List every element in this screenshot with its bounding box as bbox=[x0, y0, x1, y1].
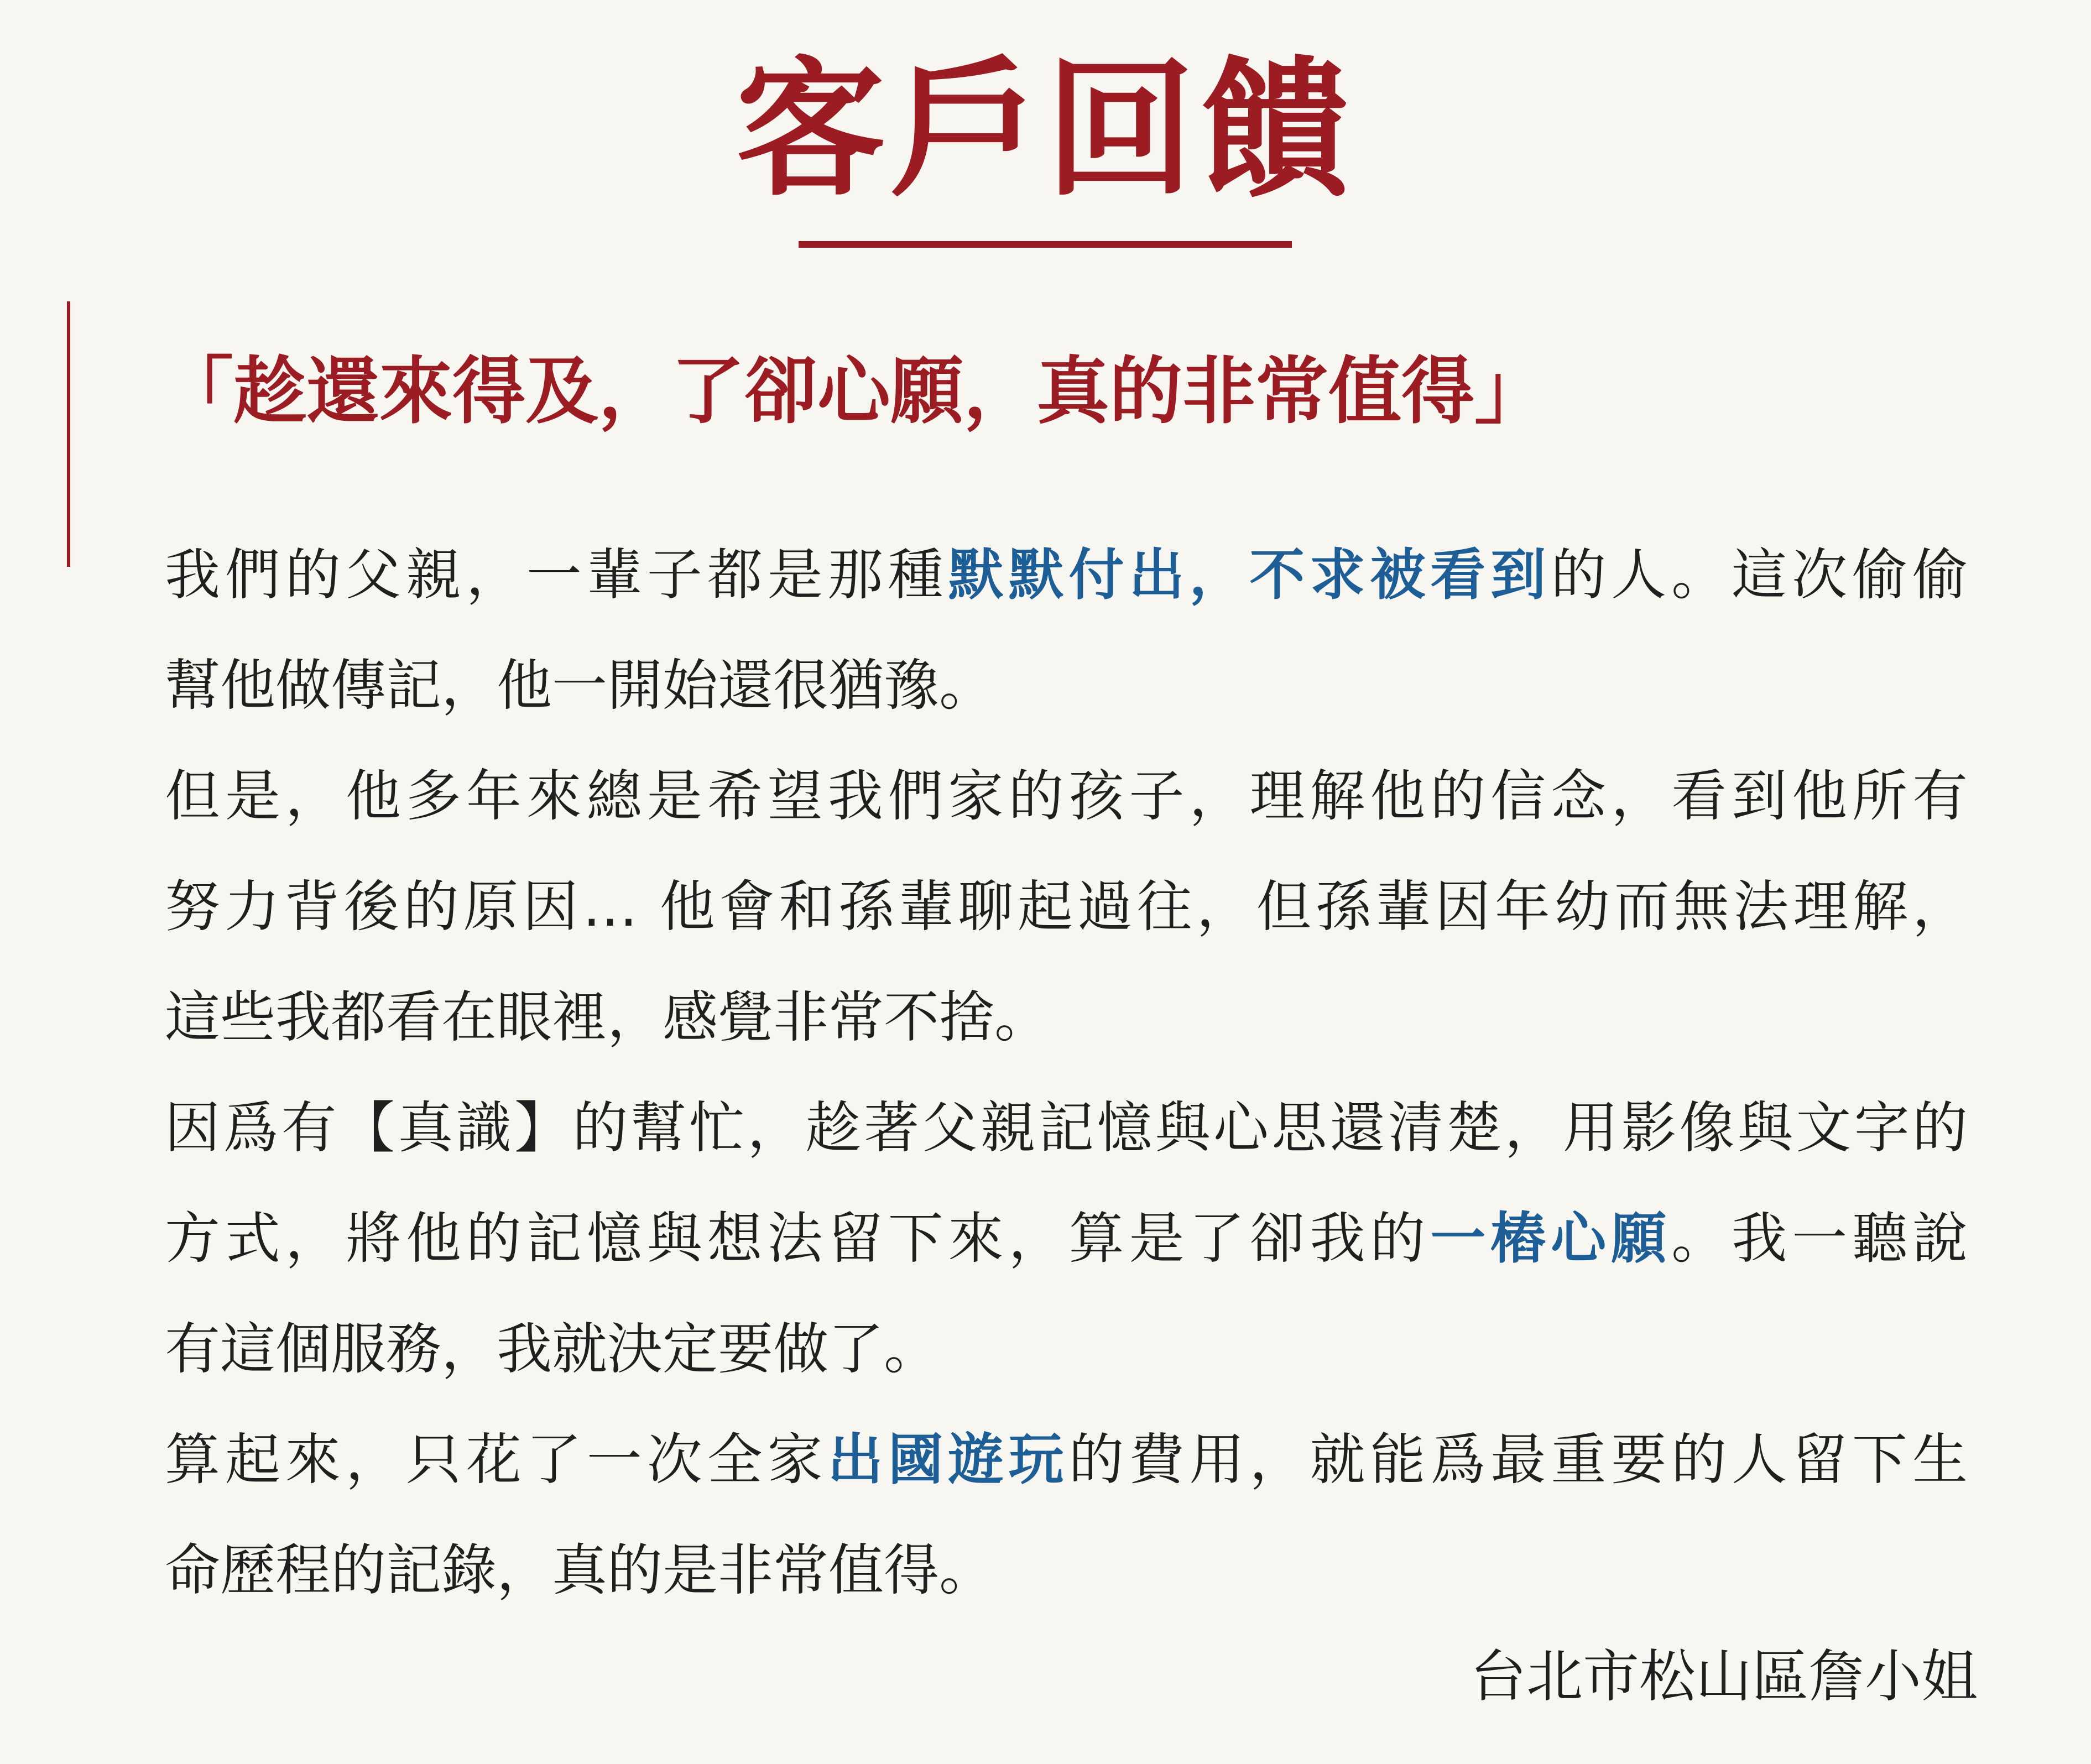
quote-accent-bar bbox=[67, 301, 70, 567]
body-line: 但是，他多年來總是希望我們家的孩子，理解他的信念，看到他所有 bbox=[165, 764, 1968, 828]
highlight-text: 默默付出，不求被看到 bbox=[948, 542, 1551, 607]
testimonial-body bbox=[165, 520, 1968, 1626]
title-divider bbox=[799, 241, 1292, 248]
body-line: 我們的父親，一輩子都是那種默默付出，不求被看到的人。這次偷偷 bbox=[165, 542, 1968, 607]
headline-quote: 「趁還來得及，了卻心願，真的非常值得」 bbox=[160, 349, 1547, 434]
signature: 台北市松山區詹小姐 bbox=[1470, 1644, 1978, 1710]
body-line: 幫他做傳記，他一開始還很猶豫。 bbox=[165, 653, 994, 718]
highlight-text: 出國遊玩 bbox=[827, 1427, 1069, 1492]
body-line: 方式，將他的記憶與想法留下來，算是了卻我的一樁心願。我一聽說 bbox=[165, 1206, 1968, 1271]
body-line: 算起來，只花了一次全家出國遊玩的費用，就能爲最重要的人留下生 bbox=[165, 1427, 1968, 1492]
body-line: 有這個服務，我就決定要做了。 bbox=[165, 1317, 939, 1381]
body-line: 努力背後的原因… 他會和孫輩聊起過往，但孫輩因年幼而無法理解， bbox=[165, 874, 1968, 939]
body-line: 命歷程的記錄，真的是非常值得。 bbox=[165, 1538, 994, 1603]
page-title: 客戶回饋 bbox=[736, 43, 1355, 217]
highlight-text: 一樁心願 bbox=[1430, 1206, 1672, 1271]
body-line: 因爲有【真識】的幫忙，趁著父親記憶與心思還清楚，用影像與文字的 bbox=[165, 1095, 1968, 1160]
body-line: 這些我都看在眼裡，感覺非常不捨。 bbox=[165, 985, 1050, 1050]
